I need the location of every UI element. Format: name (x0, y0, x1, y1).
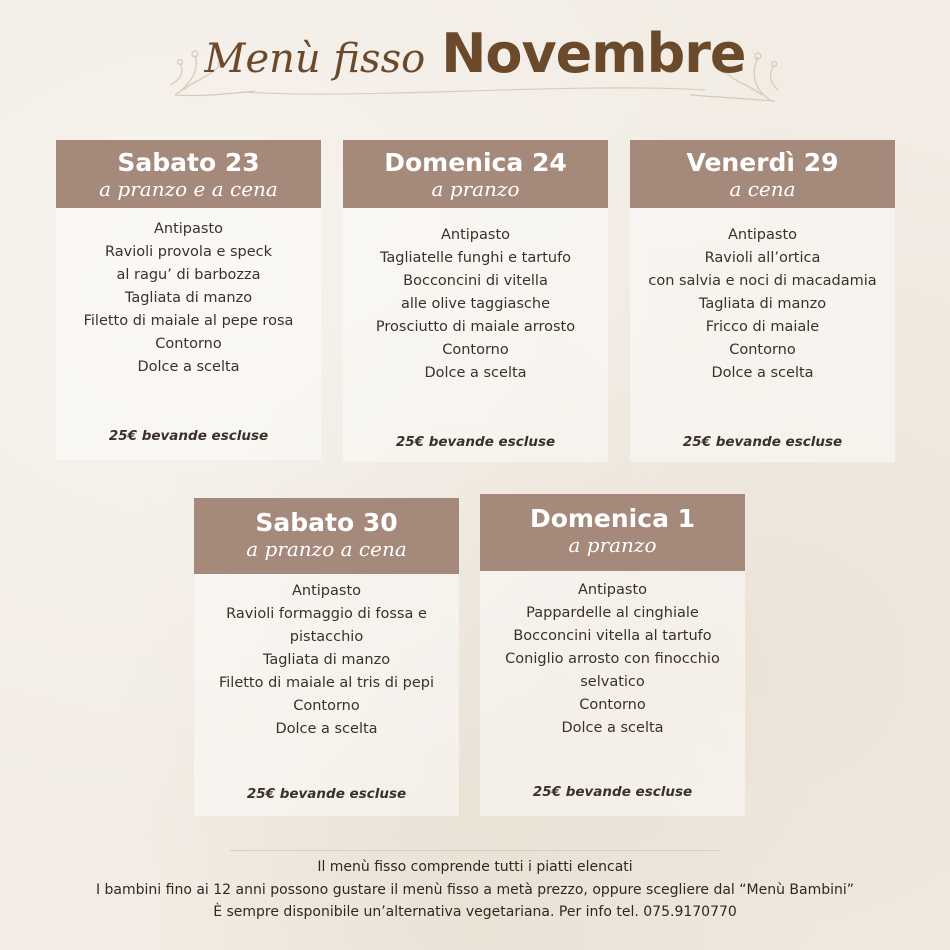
menu-items (194, 574, 459, 741)
footer-notes (0, 856, 950, 924)
footer-divider (230, 850, 720, 851)
menu-card-header (480, 494, 745, 571)
menu-item: Contorno (579, 697, 646, 713)
menu-card-sabato-30 (194, 498, 459, 816)
menu-day: Sabato 23 (117, 148, 260, 177)
menu-item: Fricco di maiale (705, 319, 820, 335)
menu-price: 25€ bevande escluse (532, 784, 693, 800)
menu-item: alle olive taggiasche (400, 296, 551, 312)
menu-item: Bocconcini di vitella (403, 273, 548, 289)
menu-service: a pranzo (568, 533, 657, 557)
menu-item: Antipasto (727, 227, 798, 243)
menu-item: Ravioli formaggio di fossa e (226, 606, 427, 622)
menu-item: Antipasto (440, 227, 511, 243)
menu-items (630, 208, 895, 385)
menu-service: a pranzo (431, 177, 520, 201)
menu-item: Contorno (729, 342, 796, 358)
menu-day: Sabato 30 (255, 508, 398, 537)
menu-day: Venerdì 29 (686, 148, 839, 177)
title-month: Novembre (441, 22, 746, 85)
footer-line-children: I bambini fino ai 12 anni possono gustare il menù fisso a metà prezzo, oppure scegliere dal “Menù Bambini” (95, 881, 855, 898)
menu-item: Contorno (155, 336, 222, 352)
menu-item: Tagliata di manzo (698, 296, 827, 312)
footer-line-vegetarian: È sempre disponibile un’alternativa vegetariana. Per info tel. 075.9170770 (213, 904, 737, 920)
menu-item: al ragu’ di barbozza (116, 267, 261, 283)
menu-item: Dolce a scelta (561, 720, 664, 736)
menu-item: Coniglio arrosto con finocchio (505, 651, 720, 667)
menu-item: Contorno (442, 342, 509, 358)
menu-card-domenica-24 (343, 140, 608, 462)
menu-service: a pranzo e a cena (99, 177, 278, 201)
menu-day: Domenica 24 (384, 148, 567, 177)
menu-price: 25€ bevande escluse (246, 786, 407, 802)
menu-item: Tagliata di manzo (124, 290, 253, 306)
menu-item: con salvia e noci di macadamia (648, 273, 877, 289)
menu-card-sabato-23 (56, 140, 321, 460)
menu-item: Ravioli all’ortica (704, 250, 821, 266)
menu-item: Bocconcini vitella al tartufo (513, 628, 712, 644)
menu-items (56, 208, 321, 379)
menu-card-domenica-1 (480, 494, 745, 816)
menu-item: Filetto di maiale al tris di pepi (218, 675, 434, 691)
footer-line-fixed-menu: Il menù fisso comprende tutti i piatti elencati (317, 859, 633, 875)
menu-card-header (630, 140, 895, 208)
menu-item: Ravioli provola e speck (104, 244, 273, 260)
menu-items (343, 208, 608, 385)
menu-card-header (343, 140, 608, 208)
menu-item: Pappardelle al cinghiale (526, 605, 699, 621)
menu-item: Antipasto (577, 582, 648, 598)
menu-item: Antipasto (153, 221, 224, 237)
menu-price: 25€ bevande escluse (395, 434, 556, 450)
menu-item: Prosciutto di maiale arrosto (375, 319, 576, 335)
menu-item: Dolce a scelta (424, 365, 527, 381)
menu-item: pistacchio (289, 629, 364, 645)
menu-card-header (56, 140, 321, 208)
page-title (0, 22, 950, 85)
menu-item: Filetto di maiale al pepe rosa (83, 313, 294, 329)
menu-service: a cena (729, 177, 796, 201)
menu-item: Dolce a scelta (137, 359, 240, 375)
menu-day: Domenica 1 (529, 504, 696, 533)
menu-service: a pranzo a cena (246, 537, 407, 561)
menu-item: Dolce a scelta (711, 365, 814, 381)
menu-item: Dolce a scelta (275, 721, 378, 737)
menu-price: 25€ bevande escluse (108, 428, 269, 444)
menu-card-venerdi-29 (630, 140, 895, 462)
menu-price: 25€ bevande escluse (682, 434, 843, 450)
menu-card-header (194, 498, 459, 574)
title-script: Menù fisso (204, 36, 426, 82)
menu-item: Antipasto (291, 583, 362, 599)
menu-items (480, 571, 745, 740)
menu-item: Tagliatelle funghi e tartufo (379, 250, 572, 266)
menu-item: Contorno (293, 698, 360, 714)
menu-item: Tagliata di manzo (262, 652, 391, 668)
menu-item: selvatico (580, 674, 645, 690)
